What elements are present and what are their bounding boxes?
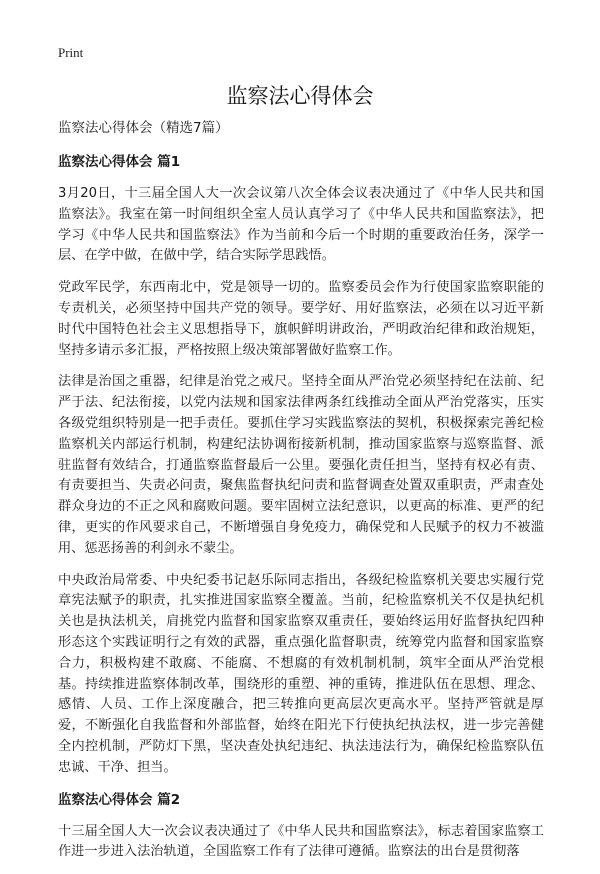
section-heading-1: 监察法心得体会 篇1 bbox=[58, 154, 181, 170]
document-title: 监察法心得体会 bbox=[226, 84, 374, 108]
document-body bbox=[58, 118, 544, 874]
paragraph: 党政军民学，东西南北中，党是领导一切的。监察委员会作为行使国家监察职能的专责机关，必须坚持中国共产党的领导。要学好、用好监察法，必须在以习近平新时代中国特色社会主义思想指导下，旗帜鲜明讲政治，严明政治纪律和政治规矩，坚持多请示多汇报，严格按照上级决策部署做好监察工作。 bbox=[58, 280, 544, 358]
paragraph: 法律是治国之重器，纪律是治党之戒尺。坚持全面从严治党必须坚持纪在法前、纪严于法、纪法衔接，以党内法规和国家法律两条红线推动全面从严治党落实，压实各级党组织特别是一把手责任。要抓住学习实践监察法的契机，积极探索完善纪检监察机关内部运行机制，构建纪法协调衔接新机制，推动国家监察与巡察监督、派驻监督有效结合，打通监察监督最后一公里。要强化责任担当，坚持有权必有责、有责要担当、失责必问责，聚焦监督执纪问责和监督调查处置双重职责，严肃查处群众身边的不正之风和腐败问题。要牢固树立法纪意识，以更高的标准、更严的纪律，更实的作风要求自己，不断增强自身免疫力，确保党和人民赋予的权力不被滥用、惩恶扬善的利剑永不蒙尘。 bbox=[58, 374, 544, 556]
document-subtitle: 监察法心得体会（精选7篇） bbox=[58, 120, 229, 136]
paragraph: 3月20日，十三届全国人大一次会议第八次全体会议表决通过了《中华人民共和国监察法》。我室在第一时间组织全室人员认真学习了《中华人民共和国监察法》，把学习《中华人民共和国监察法》作为当前和今后一个时期的重要政治任务，深学一层、在学中做，在做中学，结合实际学思践悟。 bbox=[58, 186, 544, 264]
print-label: Print bbox=[58, 45, 84, 60]
paragraph: 十三届全国人大一次会议表决通过了《中华人民共和国监察法》，标志着国家监察工作进一步进入法治轨道，全国监察工作有了法律可遵循。监察法的出台是贯彻落 bbox=[58, 823, 544, 860]
section-heading-2: 监察法心得体会 篇2 bbox=[58, 791, 181, 808]
paragraph: 中央政治局常委、中央纪委书记赵乐际同志指出，各级纪检监察机关要忠实履行党章宪法赋予的职责，扎实推进国家监察全覆盖。当前，纪检监察机关不仅是执纪机关也是执法机关，肩挑党内监督和国家监察双重责任，要始终运用好监督执纪四种形态这个实践证明行之有效的武器，重点强化监督职责，统筹党内监督和国家监察合力，积极构建不敢腐、不能腐、不想腐的有效机制机制，筑牢全面从严治党根基。持续推进监察体制改革，围绕形的重塑、神的重铸，推进队伍在思想、理念、感情、人员、工作上深度融合，把三转推向更高层次更高水平。坚持严管就是厚爱，不断强化自我监督和外部监督，始终在阳光下行使执纪执法权，进一步完善健全内控机制，严防灯下黑，坚决查处执纪违纪、执法违法行为，确保纪检监察队伍忠诚、干净、担当。 bbox=[58, 572, 544, 775]
